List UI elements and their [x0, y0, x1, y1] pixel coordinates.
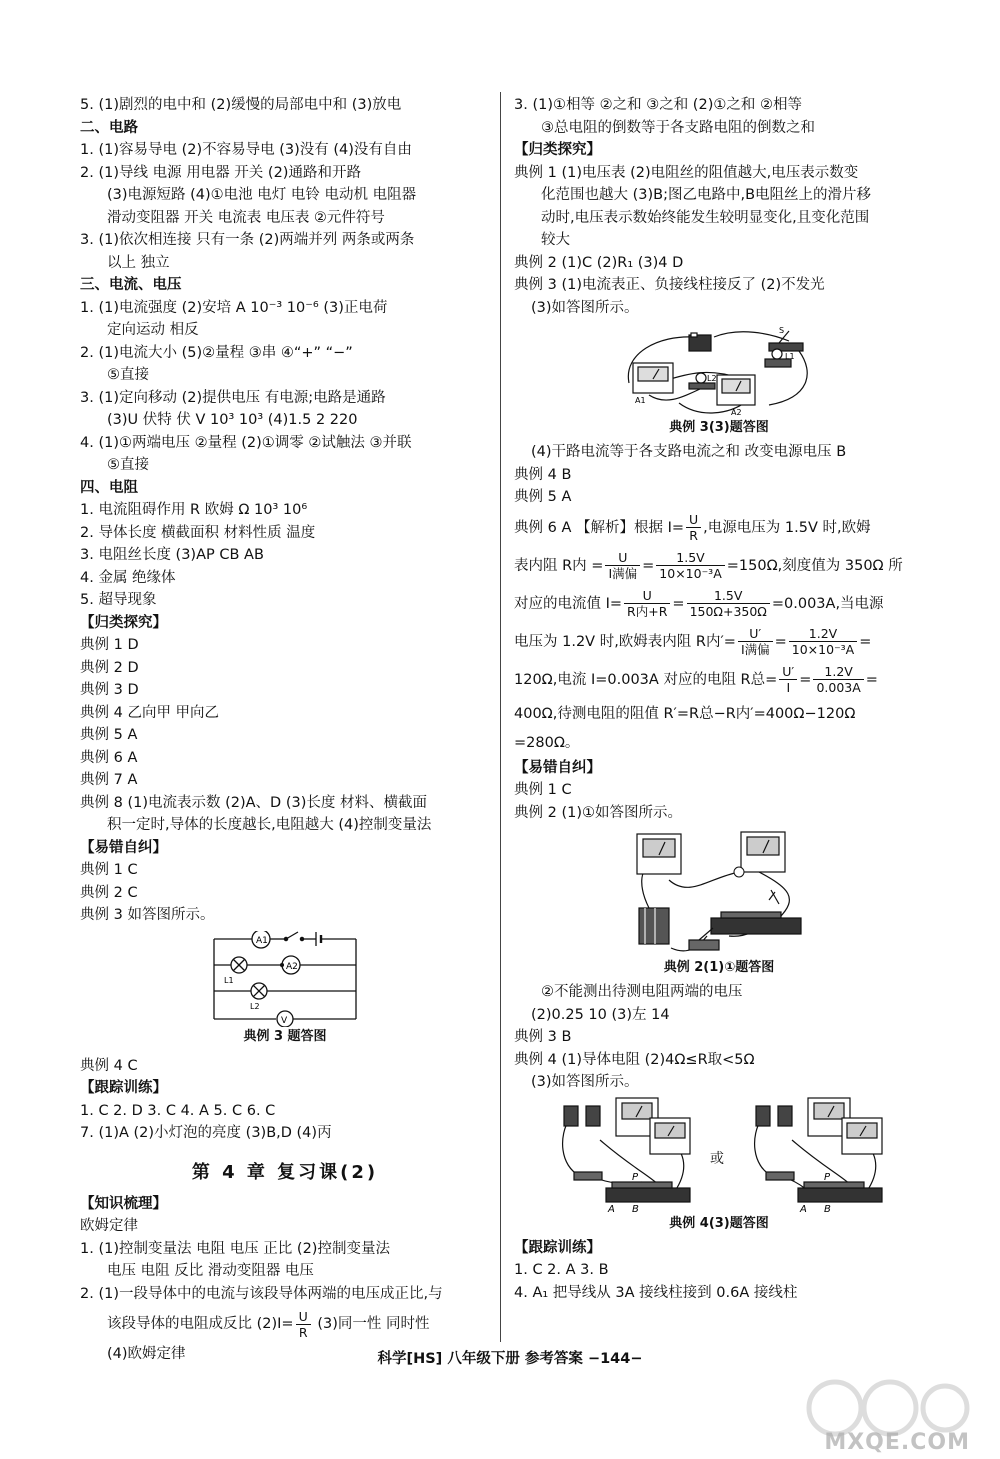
figure-caption: 典例 2(1)①题答图	[663, 960, 775, 975]
answer-line: 典例 3 如答图所示。	[80, 907, 215, 923]
section-heading: 【跟踪训练】	[514, 1239, 601, 1256]
page-footer: 科学[HS] 八年级下册 参考答案 −144−	[377, 1351, 643, 1367]
text-line: 3. (1)①相等 ②之和 ③之和 (2)①之和 ②相等	[514, 97, 802, 113]
text-line: (3)U 伏特 伏 V 10³ 10³ (4)1.5 2 220	[107, 412, 358, 428]
text-line: 2. (1)一段导体中的电流与该段导体两端的电压成正比,与	[80, 1285, 443, 1302]
text-line: ③总电阻的倒数等于各支路电阻的倒数之和	[541, 119, 815, 136]
voltmeter-label: V	[281, 1015, 288, 1026]
lamp-l2-label: L2	[707, 374, 717, 383]
answer-line: 较大	[541, 232, 570, 248]
answer-line: 典例 4 (1)导体电阻 (2)4Ω≤R取<5Ω	[514, 1051, 755, 1068]
answer-line: 典例 1 D	[80, 637, 139, 653]
text-line: 1. 电流阻碍作用 R 欧姆 Ω 10³ 10⁶	[80, 502, 308, 518]
fraction: $\frac{U'}{\text{I满偏}}$	[738, 626, 773, 657]
answer-line: ②不能测出待测电阻两端的电压	[541, 984, 743, 1000]
text-line: (3)电源短路 (4)①电池 电灯 电铃 电动机 电阻器	[107, 187, 417, 203]
answer-line: (4)干路电流等于各支路电流之和 改变电源电压 B	[531, 444, 847, 460]
solution-line: 电压为 1.2V 时,欧姆表内阻 R内′= $\frac{U'}{\text{I满偏}}$ = $\frac{1.2V}{\text{10×10⁻³A}}$ =	[514, 626, 872, 657]
answer-line: 积一定时,导体的长度越长,电阻越大 (4)控制变量法	[107, 817, 432, 833]
figure-caption: 典例 3(3)题答图	[669, 420, 769, 435]
terminal-a-label: A	[800, 1203, 807, 1214]
solution-line: =280Ω。	[514, 734, 580, 751]
text-line: 5. (1)剧烈的电中和 (2)缓慢的局部电中和 (3)放电	[80, 97, 402, 113]
answer-line: 典例 1 C	[80, 862, 138, 878]
answer-line: 1. C 2. A 3. B	[514, 1262, 609, 1278]
figure-caption: 典例 3 题答图	[243, 1028, 327, 1044]
section-heading: 【归类探究】	[80, 614, 167, 631]
answer-line: 1. C 2. D 3. C 4. A 5. C 6. C	[80, 1102, 276, 1119]
text-line: 3. 电阻丝长度 (3)AP CB AB	[80, 547, 264, 563]
answer-line: (2)0.25 10 (3)左 14	[531, 1006, 670, 1023]
text-line: 5. 超导现象	[80, 592, 157, 608]
answer-line: 典例 3 D	[80, 682, 139, 698]
section-heading: 二、电路	[80, 119, 138, 136]
figure-4	[514, 1096, 924, 1214]
section-heading: 【易错自纠】	[80, 839, 167, 856]
fraction: $\frac{1.2V}{\text{10×10⁻³A}}$	[789, 626, 857, 657]
text-line: 2. (1)导线 电源 用电器 开关 (2)通路和开路	[80, 164, 361, 181]
answer-line: 典例 4 B	[514, 466, 572, 483]
answer-line: 典例 2 (1)①如答图所示。	[514, 804, 682, 821]
answer-line: 典例 3 (1)电流表正、负接线柱接反了 (2)不发光	[514, 277, 825, 293]
answer-line: 典例 4 C	[80, 1057, 138, 1074]
text-line: 1. (1)容易导电 (2)不容易导电 (3)没有 (4)没有自由	[80, 142, 412, 158]
fraction: $\frac{U}{\text{I满偏}}$	[605, 550, 640, 581]
text-line: 以上 独立	[107, 254, 170, 271]
slider-p-label: P	[632, 1171, 639, 1183]
section-heading: 三、电流、电压	[80, 277, 182, 293]
text-line: 滑动变阻器 开关 电流表 电压表 ②元件符号	[107, 209, 385, 226]
solution-line: 表内阻 R内 = $\frac{U}{\text{I满偏}}$ = $\frac{1.5V}{\text{10×10⁻³A}}$ =150Ω,刻度值为 350Ω 所	[514, 550, 903, 581]
right-column	[514, 94, 924, 1304]
figure-caption: 典例 4(3)题答图	[669, 1215, 769, 1231]
terminal-b-label: B	[632, 1203, 639, 1214]
circuit-photo-diagram-4b	[742, 1096, 892, 1214]
text-line: (4)欧姆定律	[107, 1346, 186, 1362]
text-line: 2. 导体长度 横截面积 材料性质 温度	[80, 524, 316, 541]
lamp-l2-label: L2	[250, 1001, 260, 1011]
text-line: 电压 电阻 反比 滑动变阻器 电压	[107, 1263, 314, 1279]
ammeter-a2-label: A2	[731, 408, 742, 417]
left-column	[80, 94, 490, 1366]
switch-s-label: S	[779, 326, 785, 335]
answer-line: 典例 2 C	[80, 884, 138, 901]
text-line: 4. (1)①两端电压 ②量程 (2)①调零 ②试触法 ③并联	[80, 434, 412, 451]
answer-line: 典例 4 乙向甲 甲向乙	[80, 704, 220, 721]
answer-line: 典例 6 A	[80, 749, 138, 766]
text-line: 1. (1)电流强度 (2)安培 A 10⁻³ 10⁻⁶ (3)正电荷	[80, 299, 388, 316]
answer-line: 典例 1 C	[514, 782, 572, 798]
fraction: $\frac{U'}{I}$	[779, 664, 797, 695]
ohm-formula-line: 该段导体的电阻成反比 (2)I= $\frac{U}{R}$ (3)同一性 同时性	[107, 1308, 430, 1340]
lamp-l1-label: L1	[785, 352, 795, 361]
fraction: $\frac{1.5V}{150\Omega+350\Omega}$	[687, 588, 770, 619]
circuit-photo-diagram-4a	[550, 1096, 700, 1214]
answer-line: (3)如答图所示。	[531, 1074, 639, 1090]
section-heading: 【知识梳理】	[80, 1195, 167, 1212]
section-heading: 【易错自纠】	[514, 759, 601, 776]
answer-line: 典例 8 (1)电流表示数 (2)A、D (3)长度 材料、横截面	[80, 794, 427, 811]
fraction: $\frac{U}{R}$	[296, 1309, 311, 1340]
fraction: $\frac{1.5V}{\text{10×10⁻³A}}$	[656, 550, 724, 581]
answer-line: 化范围也越大 (3)B;图乙电路中,B电阻丝上的滑片移	[541, 187, 872, 203]
lamp-l1-label: L1	[224, 975, 234, 985]
column-divider	[500, 92, 501, 1342]
answer-line: 典例 2 (1)C (2)R₁ (3)4 D	[514, 254, 684, 271]
circuit-photo-diagram-2	[619, 323, 819, 418]
text-line: 1. (1)控制变量法 电阻 电压 正比 (2)控制变量法	[80, 1240, 390, 1257]
circuit-photo-diagram-3	[629, 828, 809, 958]
fraction: $\frac{U}{\text{R内+R}}$	[624, 588, 670, 619]
answer-line: 典例 7 A	[80, 772, 138, 788]
section-heading: 欧姆定律	[80, 1218, 138, 1234]
answer-line: 典例 1 (1)电压表 (2)电阻丝的阻值越大,电压表示数变	[514, 164, 859, 181]
terminal-a-label: A	[608, 1203, 615, 1214]
or-label: 或	[710, 1150, 724, 1167]
solution-line: 120Ω,电流 I=0.003A 对应的电阻 R总= $\frac{U'}{I}$ = $\frac{1.2V}{0.003A}$ =	[514, 664, 878, 695]
ammeter-a2-label: A2	[286, 961, 298, 972]
ammeter-a1-label: A1	[635, 396, 646, 405]
text-line: 3. (1)定向移动 (2)提供电压 有电源;电路是通路	[80, 389, 386, 406]
answer-line: 动时,电压表示数始终能发生较明显变化,且变化范围	[541, 209, 870, 226]
terminal-b-label: B	[824, 1203, 831, 1214]
text-line: 定向运动 相反	[107, 322, 199, 338]
section-heading: 【跟踪训练】	[80, 1080, 167, 1096]
fraction: $\frac{1.2V}{0.003A}$	[813, 664, 863, 695]
answer-line: 典例 5 A	[514, 489, 572, 505]
answer-line: 典例 5 A	[80, 727, 138, 743]
solution-line: 典例 6 A 【解析】根据 I= $\frac{U}{R}$ ,电源电压为 1.5V 时,欧姆	[514, 512, 871, 543]
answer-line: 4. A₁ 把导线从 3A 接线柱接到 0.6A 接线柱	[514, 1284, 798, 1301]
fraction: $\frac{U}{R}$	[686, 512, 701, 543]
text-line: ⑤直接	[107, 457, 149, 473]
solution-line: 400Ω,待测电阻的阻值 R′=R总−R内′=400Ω−120Ω	[514, 705, 856, 722]
section-heading: 【归类探究】	[514, 142, 601, 158]
answer-line: 典例 3 B	[514, 1029, 572, 1045]
text-line: 2. (1)电流大小 (5)②量程 ③串 ④“+” “−”	[80, 344, 353, 361]
circuit-diagram-1	[210, 931, 360, 1027]
section-heading: 四、电阻	[80, 479, 138, 496]
watermark-text: MXQE.COM	[824, 1430, 970, 1455]
chapter-title: 第 4 章 复习课(2)	[191, 1161, 379, 1183]
text-line: 3. (1)依次相连接 只有一条 (2)两端并列 两条或两条	[80, 232, 415, 248]
answer-line: 典例 2 D	[80, 659, 139, 676]
text-line: ⑤直接	[107, 367, 149, 383]
solution-line: 对应的电流值 I= $\frac{U}{\text{R内+R}}$ = $\frac{1.5V}{150\Omega+350\Omega}$ =0.003A,当电源	[514, 588, 884, 619]
text-line: 4. 金属 绝缘体	[80, 569, 176, 586]
slider-p-label: P	[824, 1171, 831, 1183]
answer-line: 7. (1)A (2)小灯泡的亮度 (3)B,D (4)丙	[80, 1125, 332, 1141]
ammeter-a1-label: A1	[256, 935, 268, 946]
answer-line: (3)如答图所示。	[531, 299, 639, 316]
